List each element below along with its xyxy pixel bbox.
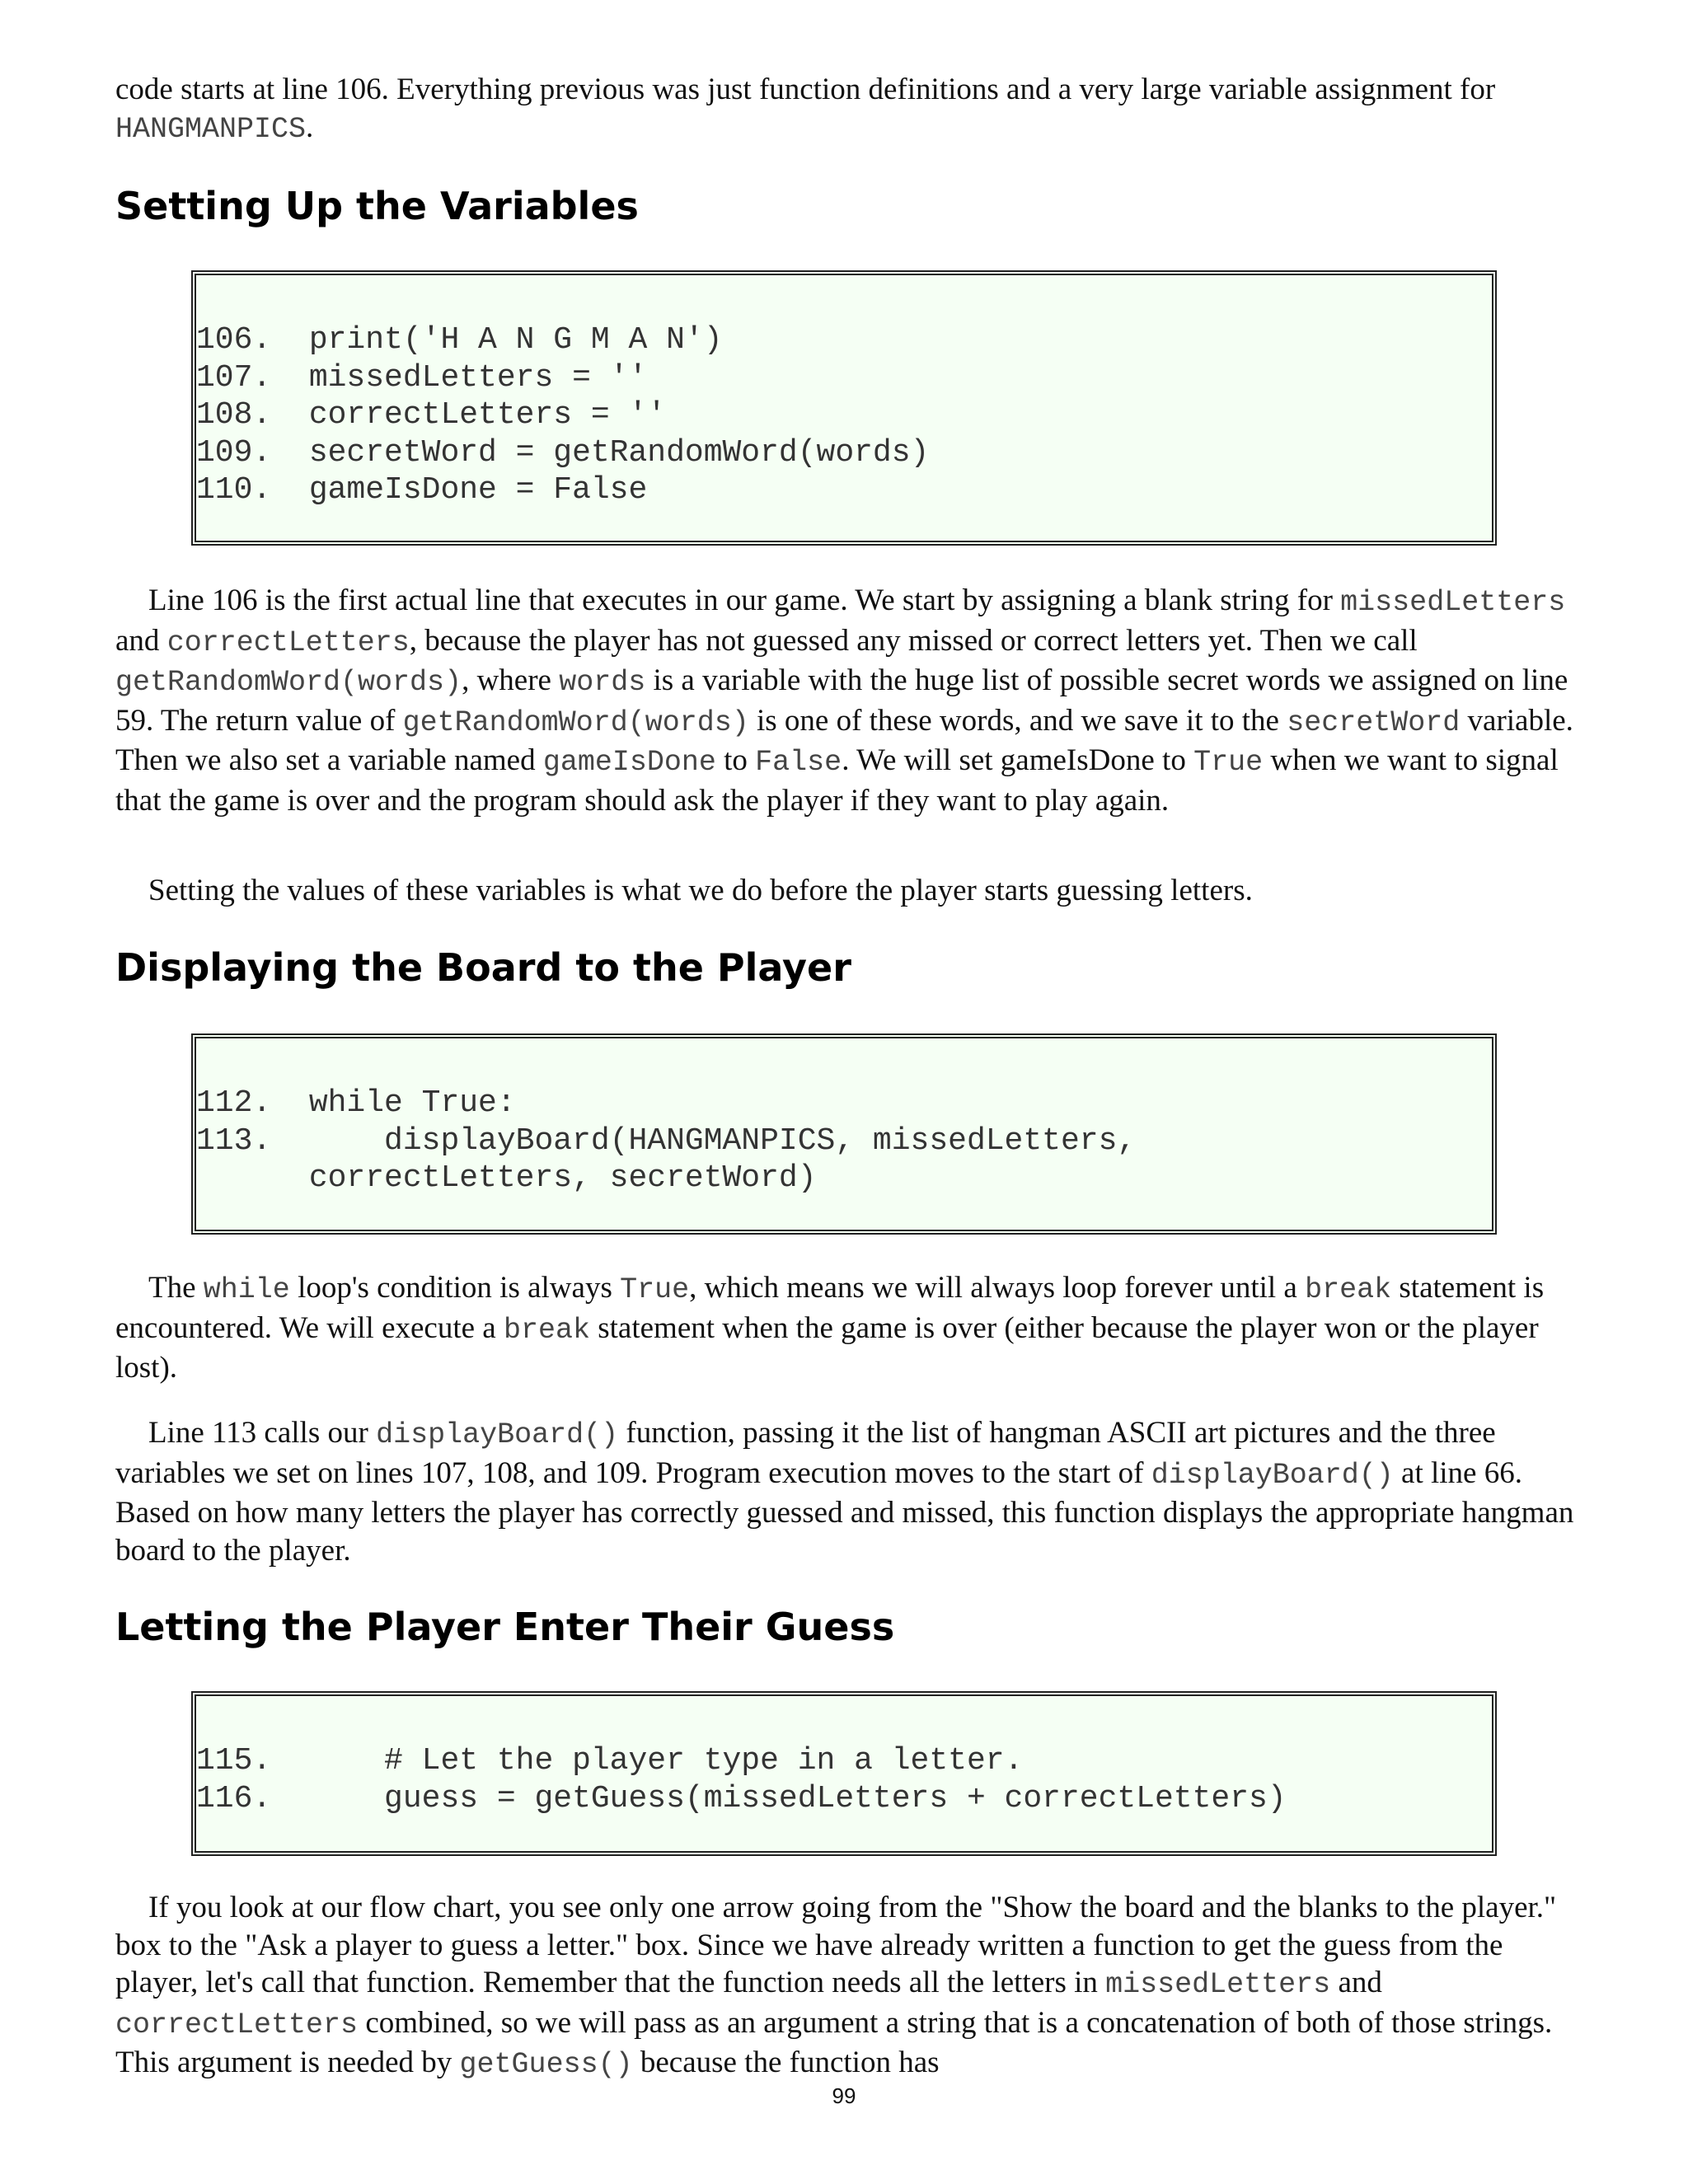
code-inline: HANGMANPICS bbox=[115, 112, 307, 146]
text-span: . bbox=[306, 110, 314, 144]
text-span: because the function has bbox=[632, 2046, 940, 2079]
text-span: . We will set gameIsDone to bbox=[842, 743, 1194, 777]
paragraph-line-106 bbox=[115, 582, 1582, 819]
text-span: , where bbox=[462, 663, 560, 697]
text-span: If you look at our flow chart, you see only one arrow going from the "Show the board and the blanks to the player." box to the "Ask a player to guess a letter." box. Since we have already written a function to get the guess from the player, let's call that function. Remember that the function needs all the letters in bbox=[115, 1891, 1557, 1999]
section-heading-variables: Setting Up the Variables bbox=[115, 184, 639, 228]
text-span: is a variable with the huge list of possible secret words we assigned on line 59. The return value of bbox=[115, 663, 1568, 738]
code-inline: secretWord bbox=[1287, 705, 1461, 739]
code-inline: while bbox=[203, 1273, 290, 1306]
text-span: code starts at line 106. Everything previous was just function definitions and a very large variable assignment for bbox=[115, 73, 1496, 106]
text-span: and bbox=[1330, 1966, 1382, 1999]
code-listing: 106. print('H A N G M A N') 107. missedLetters = '' 108. correctLetters = '' 109. secretWord = getRandomWord(words) 110. gameIsDone = False bbox=[196, 322, 930, 508]
paragraph-line-113 bbox=[115, 1414, 1582, 1569]
code-inline: True bbox=[1193, 746, 1264, 779]
text-span: loop's condition is always bbox=[289, 1271, 621, 1305]
text-span: is one of these words, and we save it to the bbox=[748, 703, 1287, 738]
code-inline: correctLetters bbox=[115, 2008, 359, 2041]
text-span: when we want to signal that the game is over and the program should ask the player if they want to play again. bbox=[115, 743, 1559, 818]
text-span: function, passing it the list of hangman ASCII art pictures and the three variables we set on lines 107, 108, and 109. Program execution moves to the start of bbox=[115, 1416, 1496, 1490]
code-inline: getGuess() bbox=[459, 2048, 633, 2081]
page-number: 99 bbox=[832, 2083, 856, 2108]
text-span: combined, so we will pass as an argument a string that is a concatenation of both of those strings. This argument is needed by bbox=[115, 2005, 1553, 2079]
code-inline: True bbox=[620, 1273, 690, 1306]
section-heading-board: Displaying the Board to the Player bbox=[115, 945, 851, 990]
code-inline: getRandomWord(words) bbox=[402, 705, 749, 739]
text-span: to bbox=[715, 743, 756, 777]
code-inline: gameIsDone bbox=[542, 746, 716, 779]
text-span: , which means we will always loop forever until a bbox=[689, 1271, 1306, 1305]
code-block-board bbox=[191, 1033, 1497, 1235]
code-inline: getRandomWord(words) bbox=[115, 666, 462, 699]
text-span: statement when the game is over (either because the player won or the player lost). bbox=[115, 1310, 1539, 1385]
text-span: variable. Then we also set a variable named bbox=[115, 703, 1573, 777]
text-span: and bbox=[115, 623, 167, 658]
text-span: statement is encountered. We will execute a bbox=[115, 1271, 1545, 1345]
text-span: The bbox=[148, 1271, 204, 1305]
text-span: , because the player has not guessed any missed or correct letters yet. Then we call bbox=[409, 623, 1418, 658]
code-inline: missedLetters bbox=[1105, 1968, 1331, 2001]
text-span: at line 66. Based on how many letters the player has correctly guessed and missed, this function displays the appropriate hangman board to the player. bbox=[115, 1455, 1574, 1568]
paragraph-while-loop bbox=[115, 1269, 1582, 1387]
code-block-variables bbox=[191, 270, 1497, 546]
code-inline: displayBoard() bbox=[1151, 1458, 1394, 1492]
code-inline: missedLetters bbox=[1340, 586, 1566, 619]
intro-paragraph bbox=[115, 71, 1582, 148]
section-heading-guess: Letting the Player Enter Their Guess bbox=[115, 1605, 895, 1649]
paragraph-setting-values: Setting the values of these variables is what we do before the player starts guessing letters. bbox=[148, 874, 1253, 907]
code-inline: False bbox=[755, 746, 842, 779]
code-inline: displayBoard() bbox=[376, 1418, 619, 1451]
code-inline: words bbox=[559, 666, 646, 699]
code-inline: correctLetters bbox=[166, 626, 410, 659]
code-inline: break bbox=[503, 1313, 590, 1347]
code-listing: 112. while True: 113. displayBoard(HANGMANPICS, missedLetters, correctLetters, secretWord) bbox=[196, 1085, 1137, 1196]
paragraph-flow-chart bbox=[115, 1889, 1582, 2084]
code-listing: 115. # Let the player type in a letter. 116. guess = getGuess(missedLetters + correctLetters) bbox=[196, 1743, 1287, 1816]
text-span: Line 113 calls our bbox=[148, 1416, 377, 1450]
code-block-guess bbox=[191, 1691, 1497, 1856]
code-inline: break bbox=[1305, 1273, 1392, 1306]
text-span: Line 106 is the first actual line that executes in our game. We start by assigning a blank string for bbox=[148, 583, 1341, 617]
